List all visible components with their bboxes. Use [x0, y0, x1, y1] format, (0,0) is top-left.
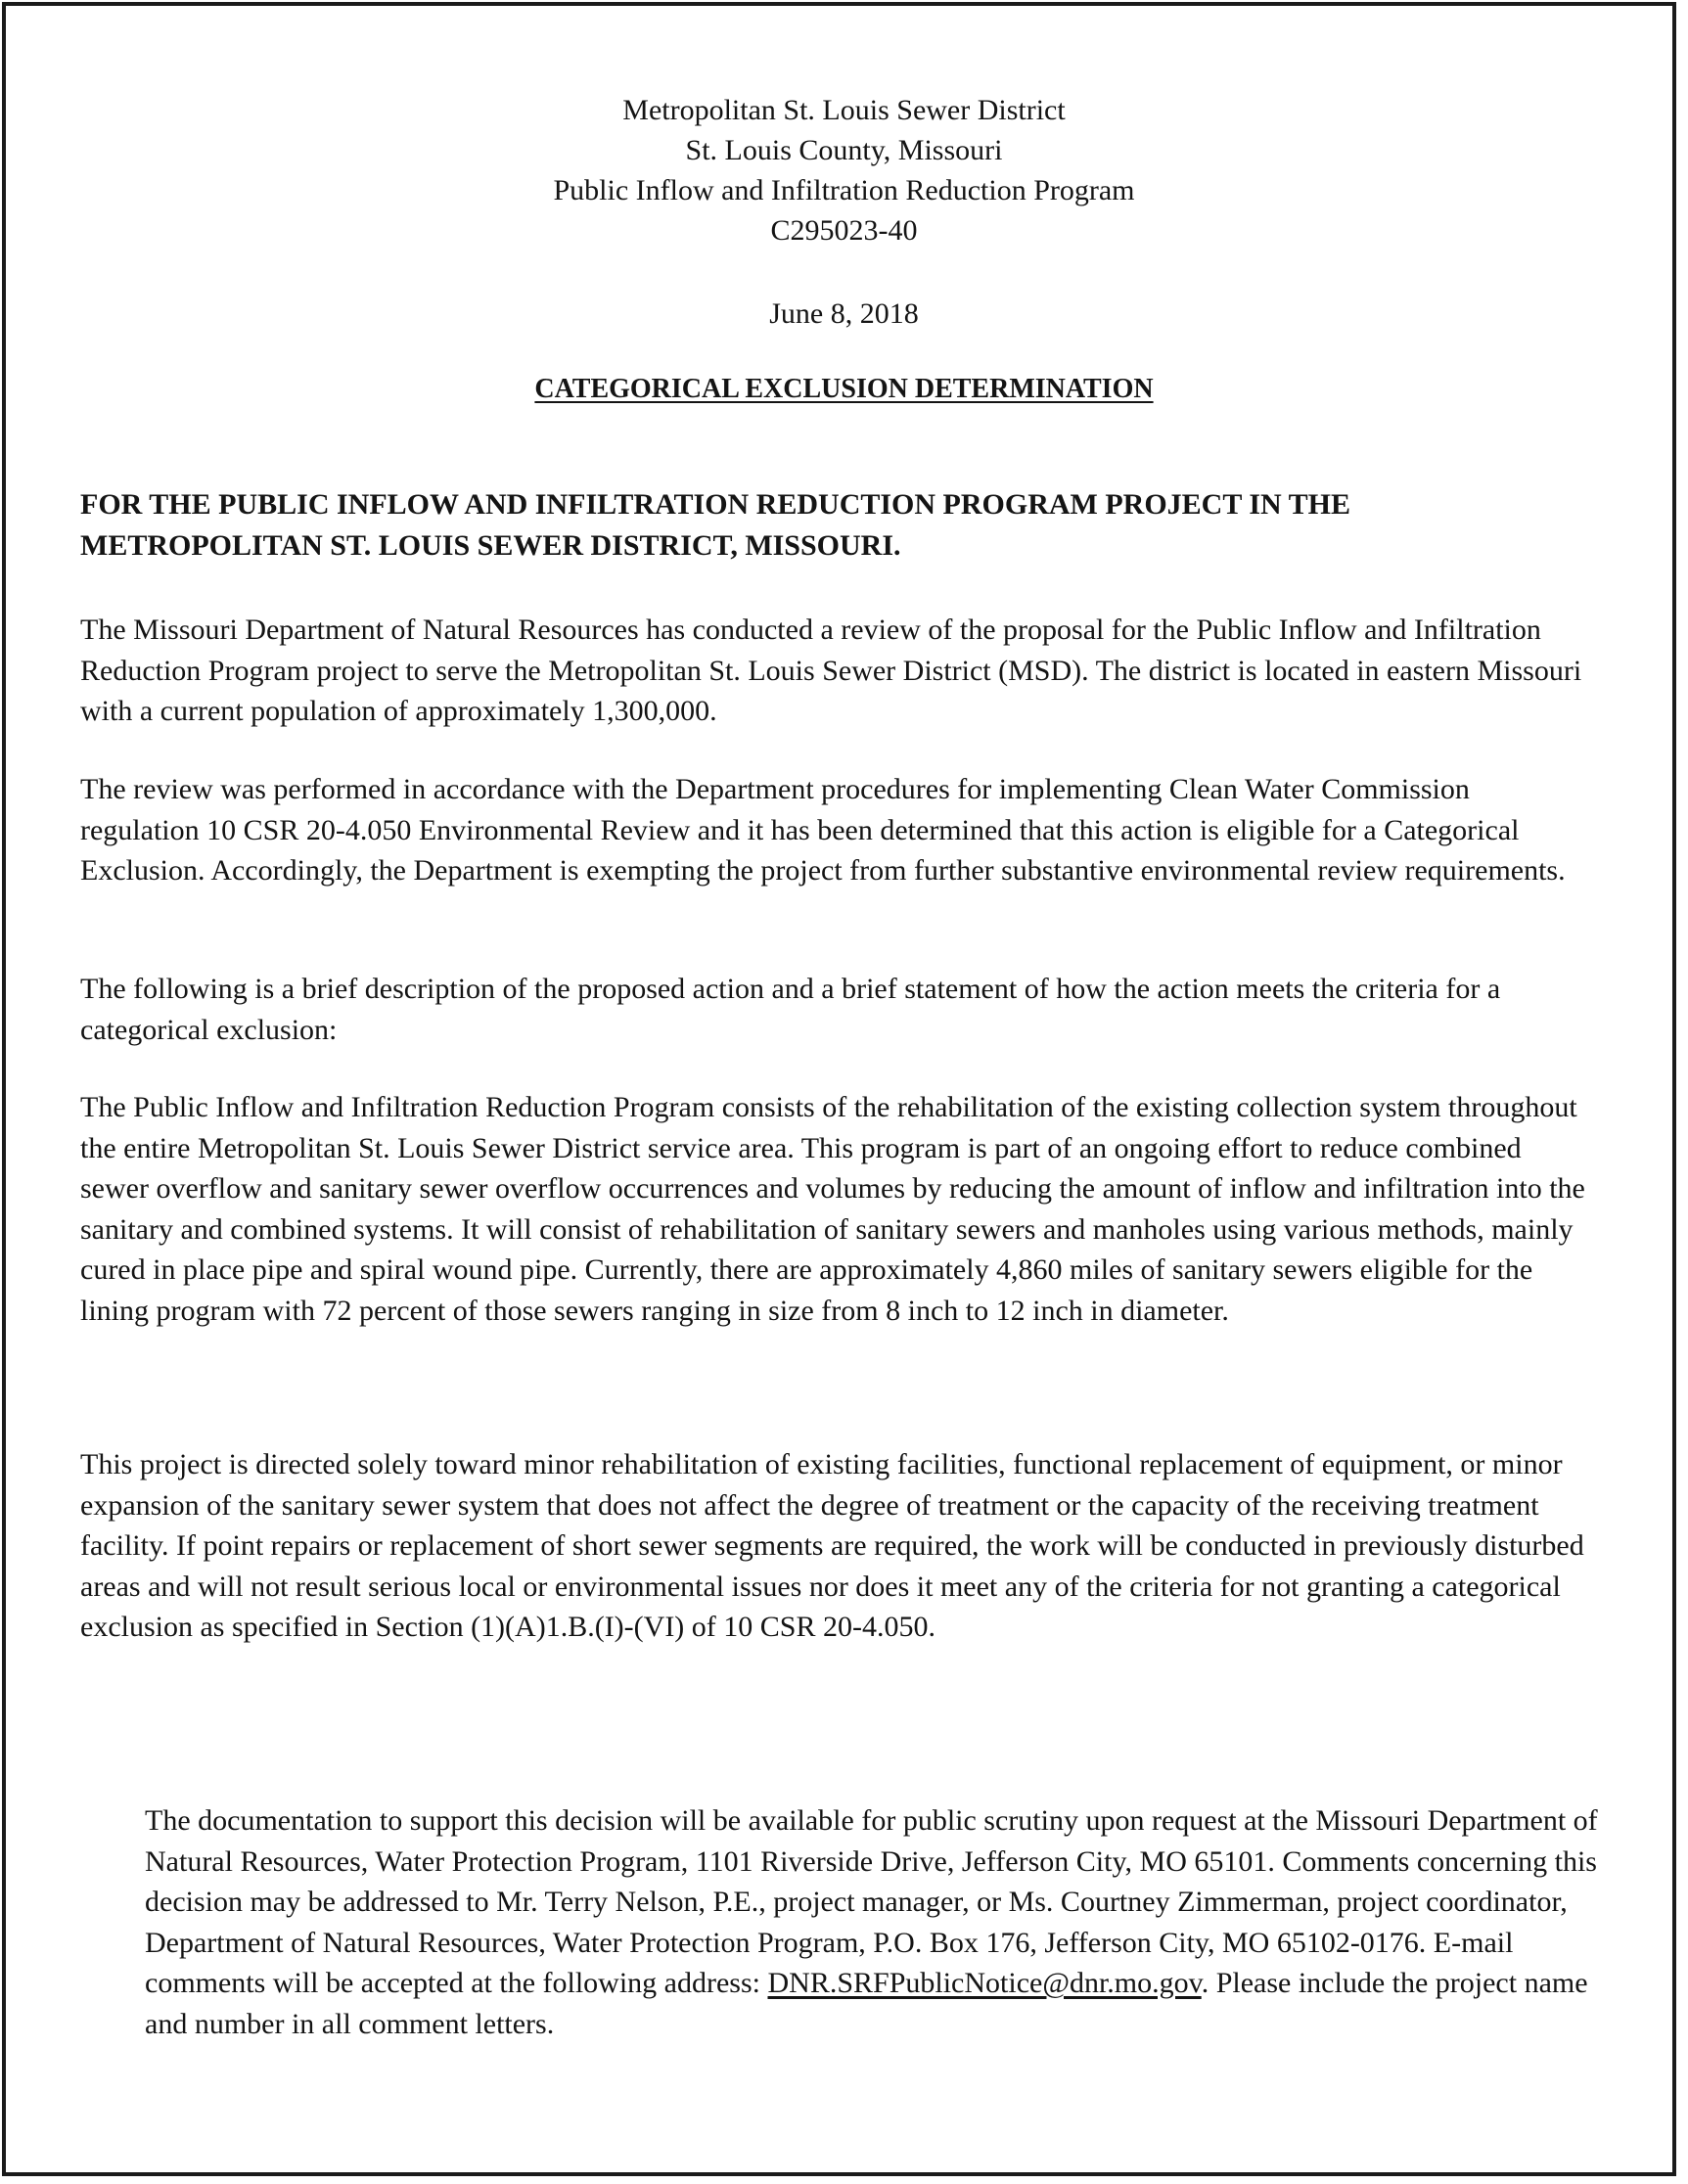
paragraph-contact-info: [145, 1800, 1622, 2044]
contact-closing-text: . Please include the project name and number in all comment letters.: [145, 1967, 1588, 2040]
email-link[interactable]: DNR.SRFPublicNotice@dnr.mo.gov: [767, 1967, 1202, 1999]
paragraph-description-lead: The following is a brief description of the proposed action and a brief statement of how the action meets the criteria for a categorical exclusion:: [80, 973, 1501, 1046]
paragraph-review-procedure: The review was performed in accordance with the Department procedures for implementing Clean Water Commission regulation 10 CSR 20-4.050 Environmental Review and it has been determined that this action is eligible for a Categorical Exclusion. Accordingly, the Department is exempting the project from further substantive environmental review requirements.: [80, 773, 1566, 887]
header-district: Metropolitan St. Louis Sewer District: [622, 94, 1066, 126]
document-header: [0, 90, 1688, 250]
document-title: CATEGORICAL EXCLUSION DETERMINATION: [534, 374, 1154, 404]
header-program: Public Inflow and Infiltration Reduction Program: [553, 174, 1135, 206]
document-date: June 8, 2018: [769, 297, 919, 330]
paragraph-review-intro: The Missouri Department of Natural Resources has conducted a review of the proposal for the Public Inflow and Infiltration Reduction Program project to serve the Metropolitan St. Louis Sewer District (MSD). The district is located in eastern Missouri with a current population of approximately 1,300,000.: [80, 614, 1582, 727]
contact-text: The documentation to support this decision will be available for public scrutiny upon request at the Missouri Department of Natural Resources, Water Protection Program, 1101 Riverside Drive, Jefferson City, MO 65101. Comments concerning this decision may be addressed to Mr. Terry Nelson, P.E., project manager, or Ms. Courtney Zimmerman, project coordinator, Department of Natural Resources, Water Protection Program, P.O. Box 176, Jefferson City, MO 65102-0176. E-mail comments will be accepted at the following address:: [145, 1804, 1598, 1999]
header-county: St. Louis County, Missouri: [685, 134, 1003, 166]
subject-heading: FOR THE PUBLIC INFLOW AND INFILTRATION REDUCTION PROGRAM PROJECT IN THE METROPOLITAN ST. LOUIS SEWER DISTRICT, MISSOURI.: [80, 488, 1350, 562]
header-project-number: C295023-40: [770, 214, 918, 247]
paragraph-program-description: The Public Inflow and Infiltration Reduction Program consists of the rehabilitation of the existing collection system throughout the entire Metropolitan St. Louis Sewer District service area. This program is part of an ongoing effort to reduce combined sewer overflow and sanitary sewer overflow occurrences and volumes by reducing the amount of inflow and infiltration into the sanitary and combined systems. It will consist of rehabilitation of sanitary sewers and manholes using various methods, mainly cured in place pipe and spiral wound pipe. Currently, there are approximately 4,860 miles of sanitary sewers eligible for the lining program with 72 percent of those sewers ranging in size from 8 inch to 12 inch in diameter.: [80, 1091, 1585, 1327]
paragraph-criteria-statement: This project is directed solely toward minor rehabilitation of existing facilities, functional replacement of equipment, or minor expansion of the sanitary sewer system that does not affect the degree of treatment or the capacity of the receiving treatment facility. If point repairs or replacement of short sewer segments are required, the work will be conducted in previously disturbed areas and will not result serious local or environmental issues nor does it meet any of the criteria for not granting a categorical exclusion as specified in Section (1)(A)1.B.(I)-(VI) of 10 CSR 20-4.050.: [80, 1448, 1584, 1643]
